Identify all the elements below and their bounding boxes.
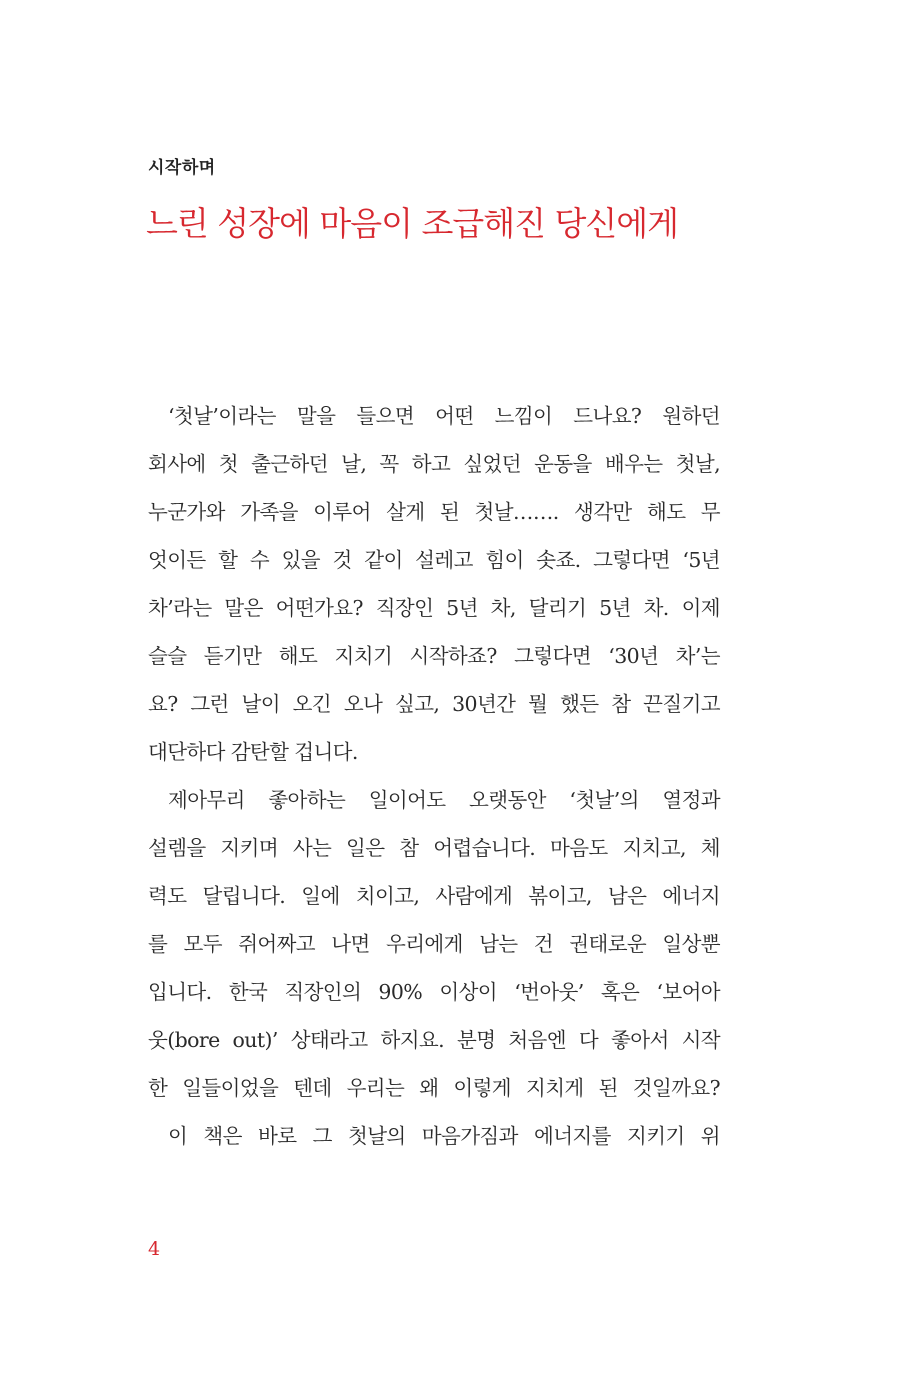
text-line: 누군가와 가족을 이루어 살게 된 첫날……. 생각만 해도 무: [148, 500, 720, 524]
text-line: 웃(bore out)’ 상태라고 하지요. 분명 처음엔 다 좋아서 시작: [148, 1028, 720, 1052]
text-line: 설렘을 지키며 사는 일은 참 어렵습니다. 마음도 지치고, 체: [148, 836, 720, 860]
text-line: 차’라는 말은 어떤가요? 직장인 5년 차, 달리기 5년 차. 이제: [148, 596, 720, 620]
body-text: [148, 392, 720, 1160]
text-line: 엇이든 할 수 있을 것 같이 설레고 힘이 솟죠. 그렇다면 ‘5년: [148, 548, 720, 572]
text-line: 한 일들이었을 텐데 우리는 왜 이렇게 지치게 된 것일까요?: [148, 1076, 720, 1100]
text-line: 대단하다 감탄할 겁니다.: [148, 740, 358, 764]
page-number: 4: [148, 1238, 161, 1260]
text-line: 요? 그런 날이 오긴 오나 싶고, 30년간 뭘 했든 참 끈질기고: [148, 692, 720, 716]
chapter-title: 느린 성장에 마음이 조급해진 당신에게: [146, 204, 679, 243]
text-line: 입니다. 한국 직장인의 90% 이상이 ‘번아웃’ 혹은 ‘보어아: [148, 980, 720, 1004]
text-line: 력도 달립니다. 일에 치이고, 사람에게 볶이고, 남은 에너지: [148, 884, 720, 908]
text-line: 이 책은 바로 그 첫날의 마음가짐과 에너지를 지키기 위: [168, 1124, 720, 1148]
text-line: 제아무리 좋아하는 일이어도 오랫동안 ‘첫날’의 열정과: [168, 788, 720, 812]
section-label: 시작하며: [148, 158, 216, 178]
text-line: 슬슬 듣기만 해도 지치기 시작하죠? 그렇다면 ‘30년 차’는: [148, 644, 720, 668]
text-line: 를 모두 쥐어짜고 나면 우리에게 남는 건 권태로운 일상뿐: [148, 932, 720, 956]
text-line: ‘첫날’이라는 말을 들으면 어떤 느낌이 드나요? 원하던: [168, 404, 720, 428]
text-line: 회사에 첫 출근하던 날, 꼭 하고 싶었던 운동을 배우는 첫날,: [148, 452, 720, 476]
